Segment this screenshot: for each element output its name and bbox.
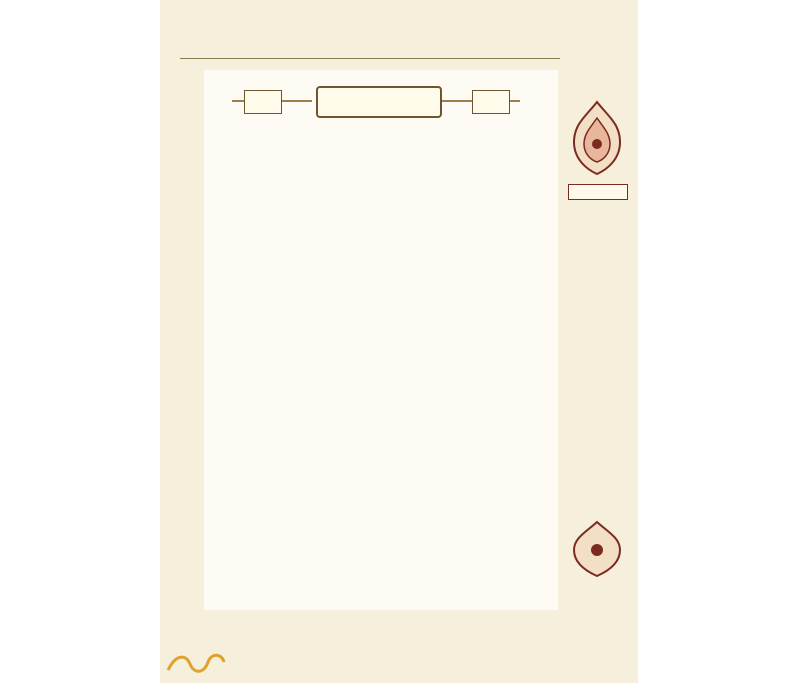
sidebar-ornament-top <box>568 98 626 178</box>
surah-order-box <box>472 90 510 114</box>
tajweed-title <box>568 184 628 200</box>
tajweed-sidebar <box>568 98 626 658</box>
surah-title-frame <box>316 86 442 118</box>
ayah-count-box <box>244 90 282 114</box>
shop-logo <box>164 648 284 678</box>
header-divider <box>180 58 560 59</box>
shop-swirl-icon <box>164 648 228 678</box>
text-panel <box>204 70 558 610</box>
sidebar-ornament-bottom <box>568 518 626 578</box>
